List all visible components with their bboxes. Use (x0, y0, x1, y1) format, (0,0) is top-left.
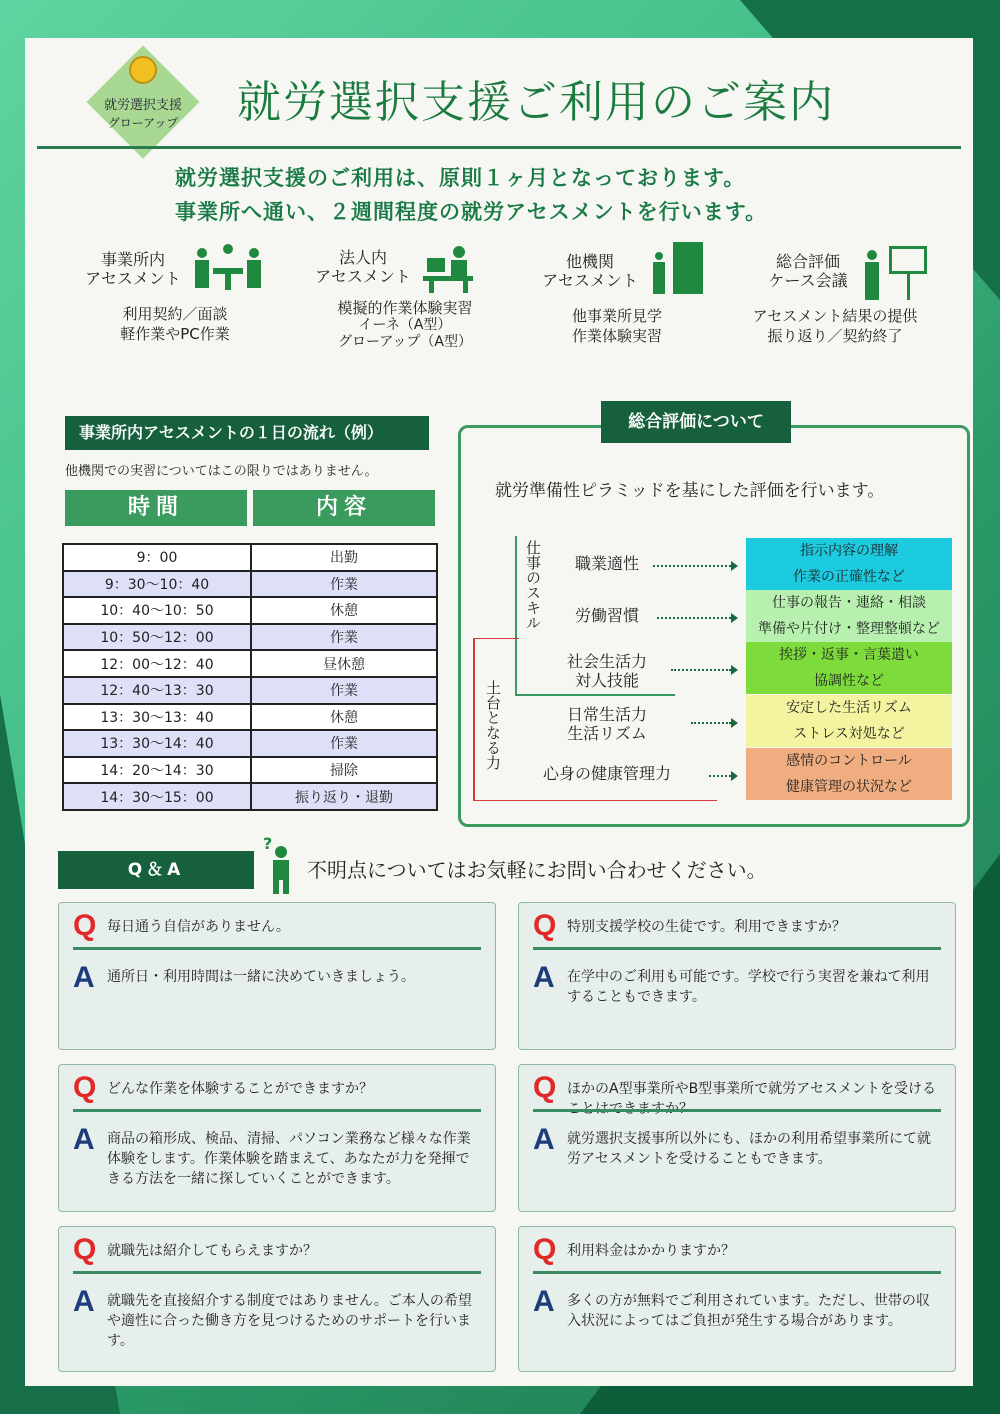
schedule-time: 9：00 (63, 544, 251, 571)
qa-divider (533, 1109, 941, 1112)
question-mark-icon: Q (73, 909, 97, 942)
qa-card (518, 902, 956, 1050)
qa-answer: 多くの方が無料でご利用されています。ただし、世帯の収入状況によってはご負担が発生する場合があります。 (567, 1293, 930, 1329)
pyramid-box-line2: 協調性など (814, 673, 884, 689)
arrow-right-icon (731, 613, 738, 623)
pyramid-arrow-line (653, 565, 731, 567)
schedule-content: 休憩 (251, 597, 437, 624)
meeting-icon (193, 244, 263, 294)
question-mark-icon: Q (73, 1071, 97, 1104)
answer-mark-icon: A (73, 1123, 95, 1156)
pyramid-level-box (746, 695, 952, 747)
qa-divider (533, 1271, 941, 1274)
schedule-row (63, 544, 437, 571)
step-4-title (753, 252, 863, 290)
schedule-content: 振り返り・退勤 (251, 783, 437, 810)
schedule-content: 出勤 (251, 544, 437, 571)
question-mark-icon: Q (533, 1071, 557, 1104)
schedule-row (63, 571, 437, 598)
schedule-row (63, 597, 437, 624)
step-2-title (303, 248, 423, 286)
step-2-title-line2: アセスメント (315, 267, 411, 286)
schedule-time: 9：30〜10：40 (63, 571, 251, 598)
pyramid-box-line2: 準備や片付け・整理整頓など (758, 621, 940, 637)
schedule-time: 10：40〜10：50 (63, 597, 251, 624)
step-1-title-line2: アセスメント (85, 269, 181, 288)
question-person-icon: ? (263, 834, 297, 896)
step-1-title-line1: 事業所内 (100, 250, 165, 269)
arrow-right-icon (731, 771, 738, 781)
step-2-title-line1: 法人内 (338, 248, 387, 267)
schedule-time: 12：40〜13：30 (63, 677, 251, 704)
pyramid-arrow-line (691, 722, 731, 724)
schedule-time: 12：00〜12：40 (63, 650, 251, 677)
pyramid-level-box (746, 590, 952, 642)
step-4-desc (735, 306, 935, 346)
pyramid-level-label (545, 705, 669, 743)
schedule-row (63, 730, 437, 757)
pyramid-level-label-line2: 対人技能 (574, 671, 639, 690)
schedule-row (63, 650, 437, 677)
step-1-title (73, 250, 193, 288)
step-1-desc-line2: 軽作業やPC作業 (120, 325, 230, 343)
pyramid-level-label (545, 652, 669, 690)
schedule-time: 14：30〜15：00 (63, 783, 251, 810)
step-3-desc (537, 306, 697, 346)
mascot-icon (129, 56, 157, 84)
schedule-note: 他機関での実習についてはこの限りではありません。 (65, 464, 378, 479)
logo-text-bottom: グローアップ (107, 116, 179, 130)
schedule-row (63, 704, 437, 731)
step-1-desc-line1: 利用契約／面談 (122, 305, 228, 323)
skill-bracket-line (515, 536, 517, 694)
pyramid-level-label (555, 554, 659, 573)
pyramid-arrow-line (657, 617, 731, 619)
schedule-content: 休憩 (251, 704, 437, 731)
step-3-desc-line1: 他事業所見学 (571, 307, 662, 325)
pyramid-level-label-line1: 日常生活力 (566, 705, 647, 724)
schedule-column-content: 内容 (253, 490, 435, 526)
pyramid-box-line2: ストレス対処など (793, 726, 905, 742)
page-title: 就労選択支援ご利用のご案内 (237, 77, 835, 128)
pyramid-level-label (515, 764, 699, 783)
pyramid-level-label-line1: 心身の健康管理力 (542, 764, 671, 783)
question-mark-icon: Q (73, 1233, 97, 1266)
schedule-time: 10：50〜12：00 (63, 624, 251, 651)
schedule-content: 昼休憩 (251, 650, 437, 677)
pyramid-level-label-line1: 社会生活力 (566, 652, 647, 671)
answer-mark-icon: A (533, 1123, 555, 1156)
flyer-sheet (25, 38, 973, 1386)
answer-mark-icon: A (73, 1285, 95, 1318)
answer-mark-icon: A (533, 961, 555, 994)
step-4-desc-line2: 振り返り／契約終了 (767, 327, 903, 345)
step-1-desc (85, 304, 265, 344)
schedule-content: 作業 (251, 677, 437, 704)
schedule-time: 13：30〜14：40 (63, 730, 251, 757)
qa-question: どんな作業を体験することができますか？ (107, 1081, 373, 1097)
title-divider (37, 146, 961, 149)
step-3-title-line2: アセスメント (542, 271, 638, 290)
question-mark-icon: Q (533, 909, 557, 942)
schedule-content: 作業 (251, 624, 437, 651)
evaluation-lead: 就労準備性ピラミッドを基にした評価を行います。 (495, 481, 885, 501)
schedule-row (63, 783, 437, 810)
schedule-heading: 事業所内アセスメントの１日の流れ（例） (65, 416, 429, 450)
question-mark-icon: Q (533, 1233, 557, 1266)
qa-question: ほかのA型事業所やB型事業所で就労アセスメントを受ける (567, 1081, 937, 1097)
qa-divider (73, 1109, 481, 1112)
answer-mark-icon: A (73, 961, 95, 994)
pyramid-arrow-line (709, 775, 731, 777)
qa-answer: 商品の箱形成、検品、清掃、パソコン業務など様々な作業体験をします。作業体験を踏まえて、あなたが力を発揮できる方法を一緒に探していくことができます。 (107, 1131, 471, 1187)
arrow-right-icon (731, 718, 738, 728)
evaluation-heading: 総合評価について (601, 401, 791, 443)
schedule-time: 13：30〜13：40 (63, 704, 251, 731)
logo (87, 46, 199, 158)
pyramid-arrow-line (671, 669, 731, 671)
qa-lead: 不明点についてはお気軽にお問い合わせください。 (307, 858, 767, 882)
step-4-title-line2: ケース会議 (768, 271, 848, 290)
schedule-content: 作業 (251, 571, 437, 598)
qa-card (518, 1064, 956, 1212)
schedule-table (62, 543, 438, 811)
step-2-desc-line2: イーネ（A型） (358, 317, 452, 333)
pyramid-level-box (746, 748, 952, 800)
schedule-content: 掃除 (251, 757, 437, 784)
qa-heading: Q＆A (58, 851, 254, 889)
qa-question: 就職先は紹介してもらえますか？ (107, 1243, 317, 1259)
pyramid-box-line2: 健康管理の状況など (786, 779, 912, 795)
qa-card (58, 902, 496, 1050)
pyramid-level-label-line2: 生活リズム (567, 724, 647, 743)
schedule-row (63, 677, 437, 704)
desk-worker-icon (423, 246, 479, 294)
schedule-row (63, 757, 437, 784)
qa-card (58, 1226, 496, 1372)
pyramid-box-line1: 感情のコントロール (786, 753, 912, 769)
qa-divider (73, 1271, 481, 1274)
schedule-row (63, 624, 437, 651)
qa-card (58, 1064, 496, 1212)
base-bracket-bottom (473, 800, 717, 801)
step-4-title-line1: 総合評価 (775, 252, 840, 271)
pyramid-level-label-line1: 労働習慣 (574, 606, 639, 625)
step-2-desc-line3: グローアップ（A型） (338, 334, 472, 350)
step-3-title-line1: 他機関 (565, 252, 614, 271)
step-4-desc-line1: アセスメント結果の提供 (752, 307, 918, 325)
step-3-title (530, 252, 650, 290)
base-bracket-top (473, 638, 519, 639)
intro-line-1: 就労選択支援のご利用は、原則１ヶ月となっております。 (175, 166, 746, 190)
group-label-skill: 仕事のスキル (524, 540, 542, 630)
schedule-column-time: 時間 (65, 490, 247, 526)
qa-answer: 在学中のご利用も可能です。学校で行う実習を兼ねて利用することもできます。 (567, 969, 930, 1005)
qa-divider (533, 947, 941, 950)
pyramid-box-line2: 作業の正確性など (793, 569, 905, 585)
intro-line-2: 事業所へ通い、２週間程度の就労アセスメントを行います。 (175, 200, 768, 224)
pyramid-box-line1: 指示内容の理解 (800, 543, 898, 559)
building-visitor-icon (651, 242, 705, 296)
pyramid-box-line1: 仕事の報告・連絡・相談 (772, 595, 926, 611)
schedule-time: 14：20〜14：30 (63, 757, 251, 784)
qa-answer: 通所日・利用時間は一緒に決めていきましょう。 (107, 969, 415, 985)
schedule-content: 作業 (251, 730, 437, 757)
group-label-base: 土台となる力 (484, 680, 502, 770)
arrow-right-icon (731, 665, 738, 675)
pyramid-level-box (746, 642, 952, 694)
pyramid-level-label-line1: 職業適性 (574, 554, 639, 573)
base-bracket-line (473, 638, 475, 800)
step-2-desc-line1: 模擬的作業体験実習 (337, 299, 473, 317)
qa-question: 毎日通う自信がありません。 (107, 919, 290, 935)
pyramid-level-box (746, 538, 952, 590)
arrow-right-icon (731, 561, 738, 571)
qa-question: 利用料金はかかりますか？ (567, 1243, 735, 1259)
logo-text-top: 就労選択支援 (103, 98, 182, 113)
pyramid-box-line1: 挨拶・返事・言葉遣い (779, 647, 919, 663)
step-3-desc-line2: 作業体験実習 (571, 327, 662, 345)
qa-answer: 就労選択支援事所以外にも、ほかの利用希望事業所にて就労アセスメントを受けることもできます。 (567, 1131, 931, 1167)
qa-question: 特別支援学校の生徒です。利用できますか？ (567, 919, 846, 935)
qa-divider (73, 947, 481, 950)
pyramid-box-line1: 安定した生活リズム (786, 700, 912, 716)
qa-answer: 就職先を直接紹介する制度ではありません。ご本人の希望や適性に合った働き方を見つけるためのサポートを行います。 (107, 1293, 472, 1349)
presentation-icon (865, 244, 929, 302)
answer-mark-icon: A (533, 1285, 555, 1318)
qa-card (518, 1226, 956, 1372)
step-2-desc (315, 300, 495, 351)
pyramid-level-label (555, 606, 659, 625)
skill-bracket-bottom (515, 694, 675, 696)
